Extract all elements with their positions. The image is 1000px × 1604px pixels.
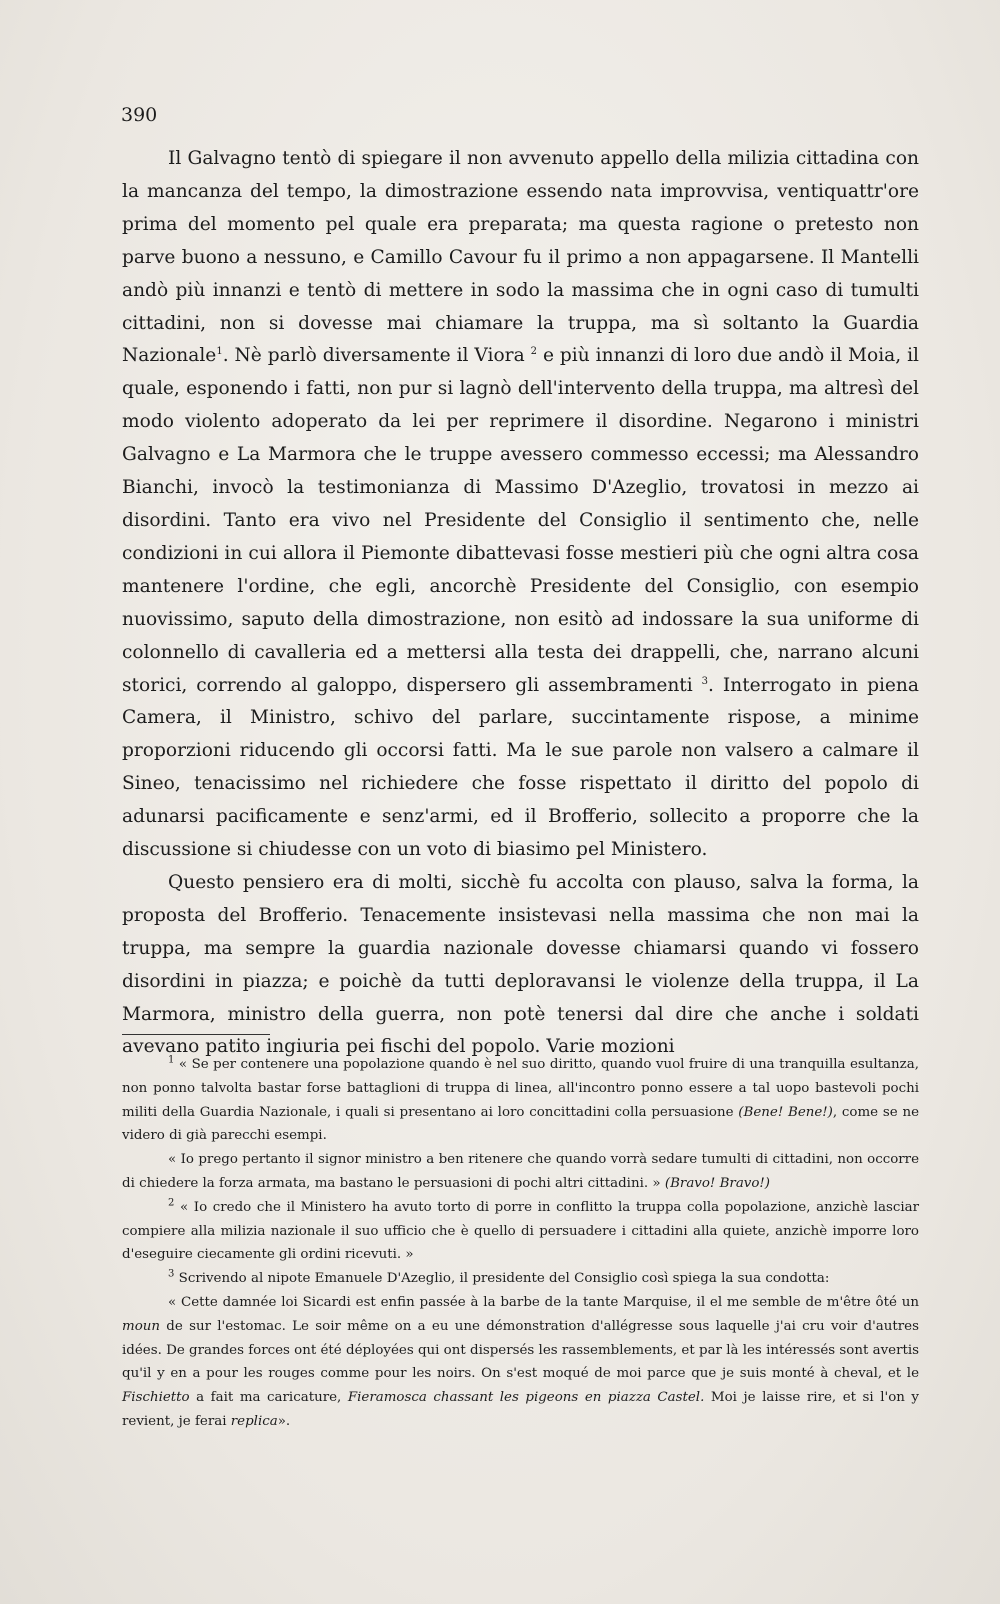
paragraph-1-part-d: . Interrogato in piena Camera, il Ministro, schivo del parlare, succintamente rispose, a minime proporzioni riducendo gli occorsi fatti. Ma le sue parole non valsero a calmare il Sineo, tenacissimo nel richiedere che fosse rispettato il diritto del popolo di adunarsi pacificamente e senz'armi, ed il Brofferio, sollecito a proporre che la discussione si chiudesse con un voto di biasimo pel Ministero. [122,674,919,861]
quote-italic-fischietto: Fischietto [122,1390,190,1406]
footnote-1-cont-italic: (Bravo! Bravo!) [664,1175,771,1191]
footnote-2 [122,1196,919,1267]
paragraph-1-part-c: e più innanzi di loro due andò il Moia, il quale, esponendo i fatti, non pur si lagnò dell'intervento della truppa, ma altresì del modo violento adoperato da lei per reprimere il disordine. Negarono i ministri Galvagno e La Marmora che le truppe avessero commesso eccessi; ma Alessandro Bianchi, invocò la testimonianza di Massimo D'Azeglio, trovatosi in mezzo ai disordini. Tanto era vivo nel Presidente del Consiglio il sentimento che, nelle condizioni in cui allora il Piemonte dibattevasi fosse mestieri più che ogni altra cosa mantenere l'ordine, che egli, ancorchè Presidente del Consiglio, con esempio nuovissimo, saputo della dimostrazione, non esitò ad indossare la sua uniforme di colonnello di cavalleria ed a mettersi alla testa dei drappelli, che, narrano alcuni storici, correndo al galoppo, dispersero gli assembramenti [122,345,919,696]
quote-part-c: a fait ma caricature, [196,1390,342,1406]
footnote-3-mark: 3 [168,1268,175,1280]
footnote-2-text: « Io credo che il Ministero ha avuto torto di porre in conflitto la truppa colla popolazione, anzichè lasciar compiere alla milizia nazionale il suo ufficio che è quello di persuadere i cittadini alla quiete, anzichè imporre loro d'eseguire ciecamente gli ordini ricevuti. » [122,1199,919,1263]
quote-part-a: « Cette damnée loi Sicardi est enfin passée à la barbe de la tante Marquise, il el me semble de m'être ôté un [168,1294,919,1310]
quote-italic-fieramosca: Fieramosca chassant les pigeons en piazza Castel. [347,1390,705,1406]
footnote-3-lead: Scrivendo al nipote Emanuele D'Azeglio, il presidente del Consiglio così spiega la sua condotta: [178,1271,830,1287]
quote-part-b: de sur l'estomac. Le soir même on a eu une démonstration d'allégresse sous laquelle j'ai cru voir d'autres idées. De grandes forces ont été déployées qui ont dispersés les rassemblements, et par là les intéressés sont avertis qu'il y en a pour les rouges comme pour les noirs. On s'est moqué de moi parce que je suis monté à cheval, et le [122,1318,920,1382]
footnote-ref-1[interactable]: 1 [216,346,223,358]
footnote-3 [122,1267,919,1291]
paragraph-2: Questo pensiero era di molti, sicchè fu accolta con plauso, salva la forma, la proposta del Brofferio. Tenacemente insistevasi nella massima che non mai la truppa, ma sempre la guardia nazionale dovesse chiamarsi quando vi fossero disordini in piazza; e poichè da tutti deploravansi le violenze della truppa, il La Marmora, ministro della guerra, non potè tenersi dal dire che anche i soldati avevano patito ingiuria pei fischi del popolo. Varie mozioni [122,871,919,1058]
quote-part-e: ». [277,1413,291,1429]
footnote-1-continued [122,1148,919,1196]
footnote-1-text-a: « Se per contenere una popolazione quando è nel suo diritto, quando vuol fruire di una tranquilla esultanza, non ponno talvolta bastar forse battaglioni di truppa di linea, all'incontro ponno essere a tal uopo bastevoli pochi militi della Guardia Nazionale, i quali si presentano ai loro concittadini colla persuasione [122,1057,919,1120]
paragraph-1-part-b: . Nè parlò diversamente il Viora [222,345,525,367]
quote-italic-moun: moun [122,1318,161,1334]
footnotes [122,1053,919,1434]
main-text [122,143,919,1064]
footnote-1-italic: (Bene! Bene!) [738,1104,833,1120]
paragraph-1-part-a: Il Galvagno tentò di spiegare il non avvenuto appello della milizia cittadina con la mancanza del tempo, la dimostrazione essendo nata improvvisa, ventiquattr'ore prima del momento pel quale era preparata; ma questa ragione o pretesto non parve buono a nessuno, e Camillo Cavour fu il primo a non appagarsene. Il Mantelli andò più innanzi e tentò di mettere in sodo la massima che in ogni caso di tumulti cittadini, non si dovesse mai chiamare la truppa, ma sì soltanto la Guardia Nazionale [122,148,919,367]
footnote-1 [122,1053,919,1148]
footnote-ref-3[interactable]: 3 [701,675,709,687]
footnote-1-cont-text: « Io prego pertanto il signor ministro a ben ritenere che quando vorrà sedare tumulti di cittadini, non occorre di chiedere la forza armata, ma bastano le persuasioni di pochi altri cittadini. » [122,1152,919,1191]
footnote-2-mark: 2 [168,1197,175,1209]
page-number: 390 [121,104,158,126]
footnote-divider [122,1034,270,1035]
quote-italic-replica: replica [230,1413,278,1429]
paragraph-1 [122,143,919,867]
footnote-1-text-b: , come se ne videro di già parecchi esempi. [122,1104,919,1144]
quote-part-d: Moi je laisse rire, et si l'on y revient, je ferai [122,1390,919,1429]
footnote-3-quote [122,1291,919,1434]
footnote-1-mark: 1 [168,1054,175,1066]
footnote-ref-2[interactable]: 2 [530,346,537,358]
